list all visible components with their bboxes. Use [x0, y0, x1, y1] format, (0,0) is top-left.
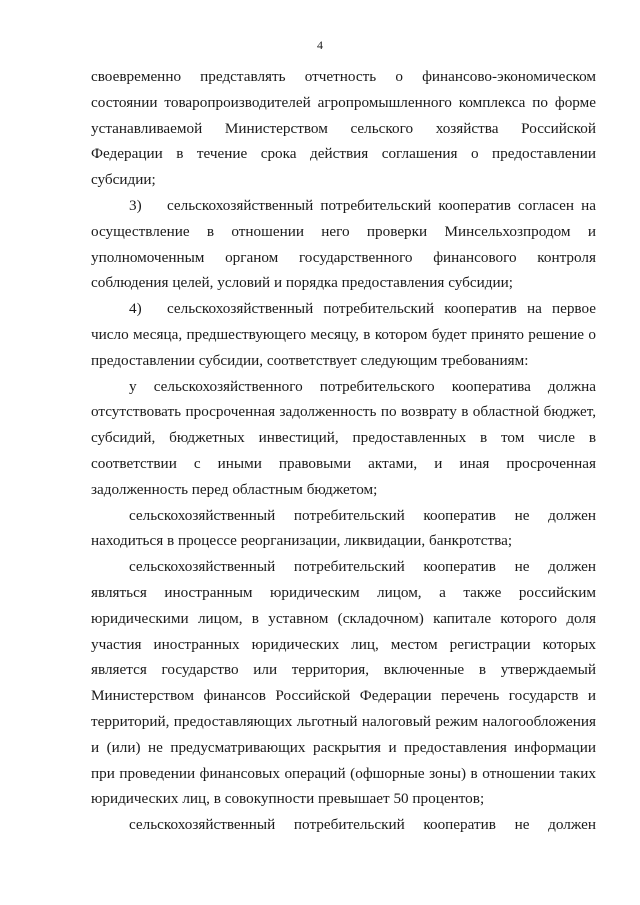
paragraph-text: у сельскохозяйственного потребительского кооператива должна отсутствовать просроченная задолженность по возврату в областной бюджет, субсидий, бюджетных инвестиций, предоставленных в том числе в соответствии с иными правовыми актами, и иная просроченная задолженность перед областным бюджетом;	[91, 377, 596, 498]
paragraph-text: сельскохозяйственный потребительский кооператив согласен на осуществление в отношении него проверки Минсельхозпродом и уполномоченным органом государственного финансового контроля соблюдения целей, условий и порядка предоставления субсидии;	[91, 196, 596, 292]
paragraph-no-debt	[91, 374, 596, 503]
paragraph-text: своевременно представлять отчетность о финансово-экономическом состоянии товаропроизводителей агропромышленного комплекса по форме устанавливаемой Министерством сельского хозяйства Российской Федерации в течение срока действия соглашения о предоставлении субсидии;	[91, 68, 596, 189]
paragraph-text: сельскохозяйственный потребительский кооператив не должен находиться в процессе реорганизации, ликвидации, банкротства;	[91, 506, 596, 550]
document-body	[91, 64, 596, 838]
paragraph-no-reorganization	[91, 503, 596, 555]
paragraph-text: сельскохозяйственный потребительский кооператив на первое число месяца, предшествующего месяцу, в котором будет принято решение о предоставлении субсидии, соответствует следующим требованиям:	[91, 300, 596, 369]
paragraph-continued	[91, 812, 596, 838]
paragraph-not-foreign	[91, 554, 596, 812]
page-number: 4	[317, 38, 323, 52]
paragraph-item-4	[91, 296, 596, 373]
item-number: 4)	[129, 300, 142, 318]
paragraph-item-3	[91, 193, 596, 296]
paragraph-text: сельскохозяйственный потребительский кооператив не должен являться иностранным юридическим лицом, а также российским юридическими лицом, в уставном (складочном) капитале которого доля участия иностранных юридических лиц, местом регистрации которых является государство или территория, включенные в утверждаемый Министерством финансов Российской Федерации перечень государств и территорий, предоставляющих льготный налоговый режим налогообложения и (или) не предусматривающих раскрытия и предоставления информации при проведении финансовых операций (офшорные зоны) в отношении таких юридических лиц, в совокупности превышает 50 процентов;	[91, 558, 596, 808]
paragraph-text: сельскохозяйственный потребительский кооператив не должен	[129, 816, 596, 834]
paragraph-reporting	[91, 64, 596, 193]
item-number: 3)	[129, 196, 142, 214]
